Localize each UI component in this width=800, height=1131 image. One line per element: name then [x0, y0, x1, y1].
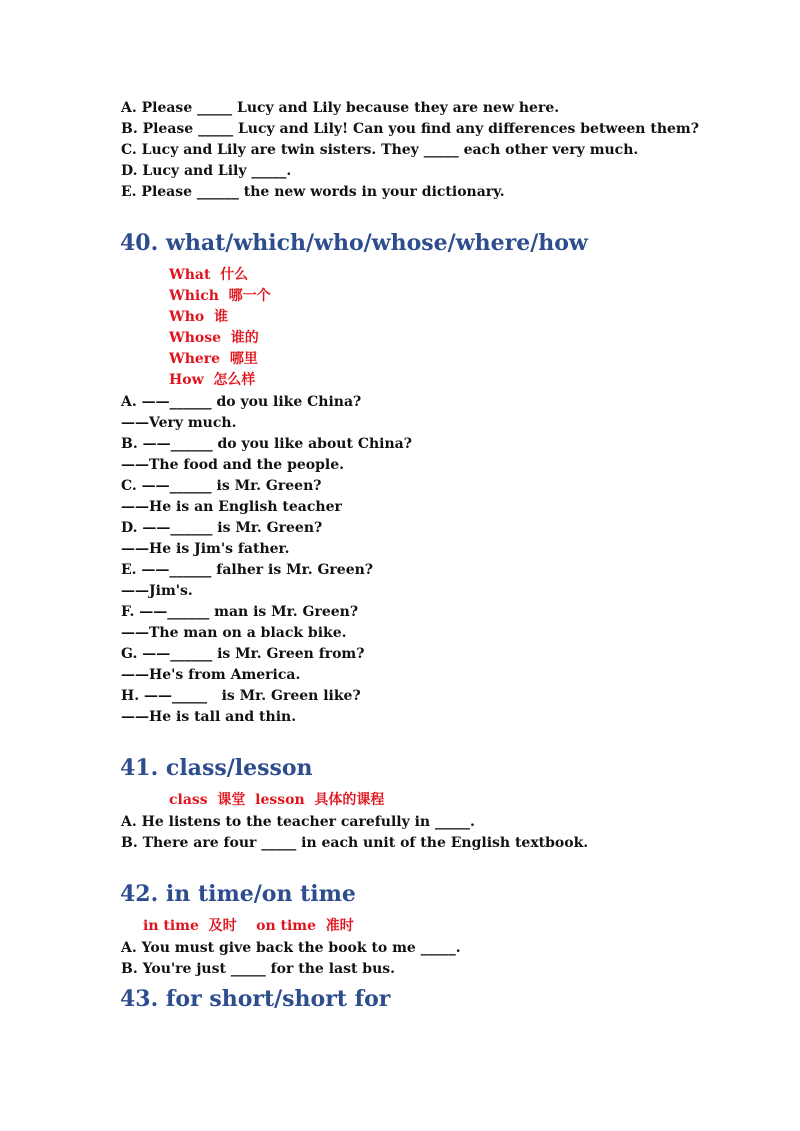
s40-line-e-answer: ——Jim's.: [121, 583, 193, 599]
s40-note-what: What 什么: [169, 267, 249, 283]
s40-line-f-answer: ——The man on a black bike.: [121, 625, 347, 641]
s40-line-e: E. ——______ falher is Mr. Green?: [121, 562, 373, 578]
section-42-heading: 42. in time/on time: [120, 881, 356, 907]
s41-note: class 课堂 lesson 具体的课程: [169, 792, 385, 808]
section-41-heading: 41. class/lesson: [120, 755, 313, 781]
s40-line-h: H. ——_____ is Mr. Green like?: [121, 688, 361, 704]
s41-item-a: A. He listens to the teacher carefully in _____.: [121, 814, 475, 830]
s39-item-c: C. Lucy and Lily are twin sisters. They _____ each other very much.: [121, 142, 639, 158]
s40-note-where: Where 哪里: [169, 351, 258, 367]
s39-item-d: D. Lucy and Lily _____.: [121, 163, 292, 179]
s41-item-b: B. There are four _____ in each unit of the English textbook.: [121, 835, 589, 851]
s40-line-f: F. ——______ man is Mr. Green?: [121, 604, 359, 620]
s40-line-h-answer: ——He is tall and thin.: [121, 709, 297, 725]
s40-line-c-answer: ——He is an English teacher: [121, 499, 342, 515]
s39-item-a: A. Please _____ Lucy and Lily because they are new here.: [121, 100, 560, 116]
s39-item-e: E. Please ______ the new words in your dictionary.: [121, 184, 505, 200]
s40-line-b: B. ——______ do you like about China?: [121, 436, 412, 452]
s40-note-which: Which 哪一个: [169, 288, 271, 304]
s39-item-b: B. Please _____ Lucy and Lily! Can you find any differences between them?: [121, 121, 699, 137]
s40-note-who: Who 谁: [169, 309, 228, 325]
s40-note-how: How 怎么样: [169, 372, 256, 388]
s40-line-d: D. ——______ is Mr. Green?: [121, 520, 323, 536]
s42-item-b: B. You're just _____ for the last bus.: [121, 961, 396, 977]
section-43-heading: 43. for short/short for: [120, 986, 391, 1012]
s40-line-b-answer: ——The food and the people.: [121, 457, 345, 473]
s40-line-g: G. ——______ is Mr. Green from?: [121, 646, 365, 662]
s40-note-whose: Whose 谁的: [169, 330, 259, 346]
s40-line-a-answer: ——Very much.: [121, 415, 237, 431]
s40-line-d-answer: ——He is Jim's father.: [121, 541, 290, 557]
s40-line-a: A. ——______ do you like China?: [121, 394, 362, 410]
s42-note: in time 及时 on time 准时: [143, 918, 354, 934]
section-40-heading: 40. what/which/who/whose/where/how: [120, 230, 588, 256]
s40-line-c: C. ——______ is Mr. Green?: [121, 478, 322, 494]
s42-item-a: A. You must give back the book to me _____.: [121, 940, 461, 956]
s40-line-g-answer: ——He's from America.: [121, 667, 301, 683]
